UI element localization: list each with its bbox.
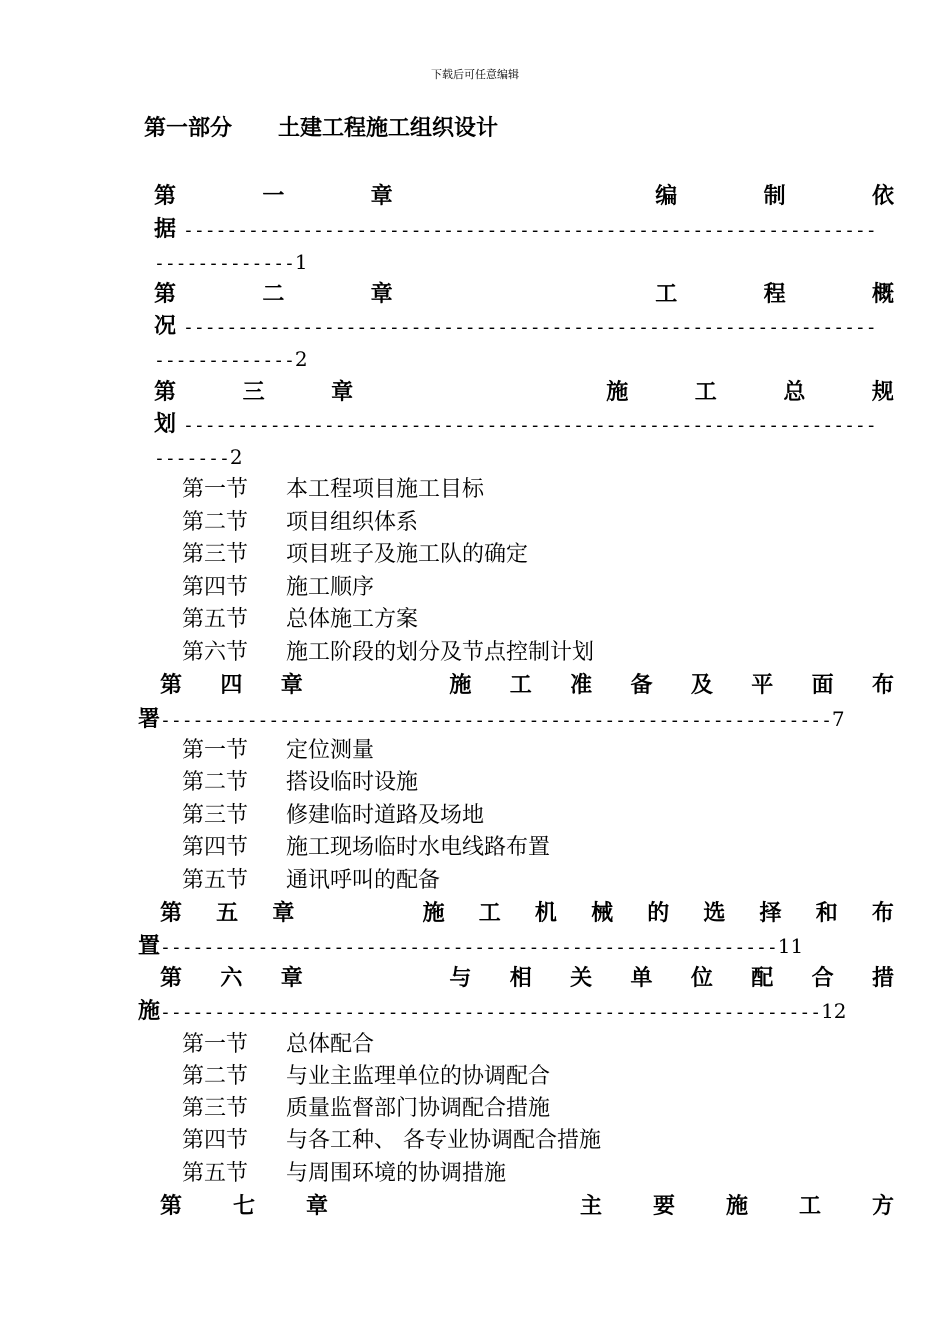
section-number: 第三节 (182, 542, 249, 567)
section-number: 第四节 (182, 1128, 249, 1153)
ch-char: 平 (751, 673, 774, 698)
ch-char: 布 (871, 901, 894, 926)
page-number: 2 (294, 347, 308, 371)
toc-section[interactable] (182, 538, 528, 572)
ch-tail: 施 (138, 999, 161, 1024)
toc-section[interactable] (182, 766, 418, 800)
section-number: 第二节 (182, 1064, 249, 1089)
ch-char: 七 (233, 1194, 256, 1219)
ch-char: 四 (220, 673, 243, 698)
ch-tail: 置 (138, 934, 161, 959)
ch-char: 章 (370, 184, 393, 209)
section-number: 第四节 (182, 835, 249, 860)
section-number: 第一节 (182, 477, 249, 502)
section-title: 与周围环境的协调措施 (286, 1161, 507, 1186)
ch-char: 工 (478, 901, 501, 926)
ch-char: 制 (763, 184, 786, 209)
section-title: 项目班子及施工队的确定 (286, 542, 529, 567)
section-title: 施工顺序 (286, 575, 375, 600)
ch-char: 第 (160, 901, 183, 926)
section-title: 本工程项目施工目标 (286, 477, 485, 502)
section-title: 施工现场临时水电线路布置 (286, 835, 551, 860)
page-number: 7 (831, 707, 845, 731)
ch-char: 方 (871, 1194, 894, 1219)
ch-char: 和 (815, 901, 838, 926)
toc-chapter-4[interactable] (160, 669, 894, 703)
ch-char: 主 (579, 1194, 602, 1219)
ch-char: 总 (783, 380, 806, 405)
toc-chapter-6[interactable] (160, 962, 894, 996)
ch-char: 程 (763, 282, 786, 307)
ch-char: 择 (759, 901, 782, 926)
ch-char: 与 (449, 966, 472, 991)
toc-section[interactable] (182, 1124, 601, 1158)
ch-char: 一 (262, 184, 285, 209)
toc-chapter-5-leader: 置---------------------------------------------------------11 (138, 934, 804, 959)
ch-char: 第 (154, 184, 177, 209)
ch-tail: 划 (154, 412, 177, 437)
section-number: 第二节 (182, 770, 249, 795)
ch-char: 备 (630, 673, 653, 698)
toc-section[interactable] (182, 734, 374, 768)
ch-char: 第 (160, 966, 183, 991)
toc-section[interactable] (182, 473, 484, 507)
part-title (144, 111, 498, 142)
ch-char: 机 (534, 901, 557, 926)
section-number: 第一节 (182, 738, 249, 763)
ch-tail: 况 (154, 314, 177, 339)
page-header: 下载后可任意编辑 (431, 68, 519, 81)
ch-char: 合 (811, 966, 834, 991)
toc-chapter-5[interactable] (160, 897, 894, 931)
toc-chapter-3-page: -------2 (154, 445, 243, 469)
toc-chapter-1-leader: 据 ---------------------------------------------------------------- (154, 217, 877, 242)
toc-section[interactable] (182, 831, 550, 865)
ch-char: 工 (509, 673, 532, 698)
toc-chapter-1-page: -------------1 (154, 250, 308, 274)
page-number: 11 (777, 934, 804, 958)
section-title: 施工阶段的划分及节点控制计划 (286, 640, 595, 665)
toc-chapter-7[interactable] (160, 1190, 894, 1224)
toc-section[interactable] (182, 799, 484, 833)
toc-section[interactable] (182, 1028, 374, 1062)
section-number: 第三节 (182, 1096, 249, 1121)
section-number: 第五节 (182, 607, 249, 632)
ch-char: 准 (570, 673, 593, 698)
page-number: 12 (821, 999, 847, 1023)
ch-char: 第 (154, 380, 177, 405)
ch-tail: 署 (138, 707, 161, 732)
ch-char: 工 (694, 380, 717, 405)
ch-char: 单 (630, 966, 653, 991)
section-number: 第五节 (182, 868, 249, 893)
part-label: 第一部分 (144, 116, 233, 141)
ch-char: 规 (871, 380, 894, 405)
ch-tail: 据 (154, 217, 177, 242)
toc-chapter-2-page: -------------2 (154, 347, 308, 371)
toc-chapter-2[interactable] (154, 278, 894, 312)
section-number: 第一节 (182, 1032, 249, 1057)
ch-char: 章 (272, 901, 295, 926)
section-title: 搭设临时设施 (286, 770, 419, 795)
section-number: 第三节 (182, 803, 249, 828)
section-title: 质量监督部门协调配合措施 (286, 1096, 551, 1121)
ch-char: 面 (811, 673, 834, 698)
toc-chapter-2-leader: 况 ---------------------------------------------------------------- (154, 314, 877, 339)
ch-char: 六 (220, 966, 243, 991)
ch-char: 的 (647, 901, 670, 926)
ch-char: 及 (690, 673, 713, 698)
ch-char: 章 (280, 966, 303, 991)
section-title: 与各工种、 各专业协调配合措施 (286, 1128, 601, 1153)
page-number: 2 (229, 445, 243, 469)
ch-char: 编 (655, 184, 678, 209)
section-number: 第五节 (182, 1161, 249, 1186)
section-number: 第二节 (182, 510, 249, 535)
toc-chapter-3[interactable] (154, 376, 894, 410)
section-title: 定位测量 (286, 738, 375, 763)
toc-chapter-1[interactable] (154, 180, 894, 214)
ch-char: 要 (652, 1194, 675, 1219)
section-title: 通讯呼叫的配备 (286, 868, 441, 893)
ch-char: 第 (160, 1194, 183, 1219)
ch-char: 三 (242, 380, 265, 405)
ch-char: 措 (871, 966, 894, 991)
ch-char: 依 (871, 184, 894, 209)
toc-section[interactable] (182, 603, 418, 637)
toc-chapter-4-leader: 署--------------------------------------------------------------7 (138, 707, 845, 732)
section-number: 第四节 (182, 575, 249, 600)
toc-section[interactable] (182, 864, 440, 898)
ch-char: 械 (591, 901, 614, 926)
section-title: 项目组织体系 (286, 510, 419, 535)
part-title-text: 土建工程施工组织设计 (278, 116, 499, 141)
section-title: 修建临时道路及场地 (286, 803, 485, 828)
ch-char: 工 (655, 282, 678, 307)
ch-char: 施 (422, 901, 445, 926)
ch-char: 施 (449, 673, 472, 698)
toc-chapter-6-leader: 施-------------------------------------------------------------12 (138, 999, 847, 1024)
ch-char: 布 (871, 673, 894, 698)
toc-chapter-3-leader: 划 ---------------------------------------------------------------- (154, 412, 877, 437)
ch-char: 五 (216, 901, 239, 926)
ch-char: 章 (370, 282, 393, 307)
ch-char: 章 (280, 673, 303, 698)
ch-char: 相 (509, 966, 532, 991)
toc-section[interactable] (182, 571, 374, 605)
ch-char: 选 (703, 901, 726, 926)
ch-char: 施 (606, 380, 629, 405)
ch-char: 章 (306, 1194, 329, 1219)
section-title: 与业主监理单位的协调配合 (286, 1064, 551, 1089)
ch-char: 工 (798, 1194, 821, 1219)
ch-char: 位 (690, 966, 713, 991)
toc-section[interactable] (182, 506, 418, 540)
toc-section[interactable] (182, 1157, 506, 1191)
ch-char: 第 (154, 282, 177, 307)
ch-char: 配 (751, 966, 774, 991)
toc-section[interactable] (182, 1092, 550, 1126)
ch-char: 第 (160, 673, 183, 698)
toc-section[interactable] (182, 636, 594, 670)
section-number: 第六节 (182, 640, 249, 665)
ch-char: 章 (331, 380, 354, 405)
toc-section[interactable] (182, 1060, 550, 1094)
ch-char: 概 (871, 282, 894, 307)
ch-char: 关 (570, 966, 593, 991)
ch-char: 施 (725, 1194, 748, 1219)
ch-char: 二 (262, 282, 285, 307)
section-title: 总体配合 (286, 1032, 375, 1057)
page-number: 1 (294, 250, 308, 274)
section-title: 总体施工方案 (286, 607, 419, 632)
